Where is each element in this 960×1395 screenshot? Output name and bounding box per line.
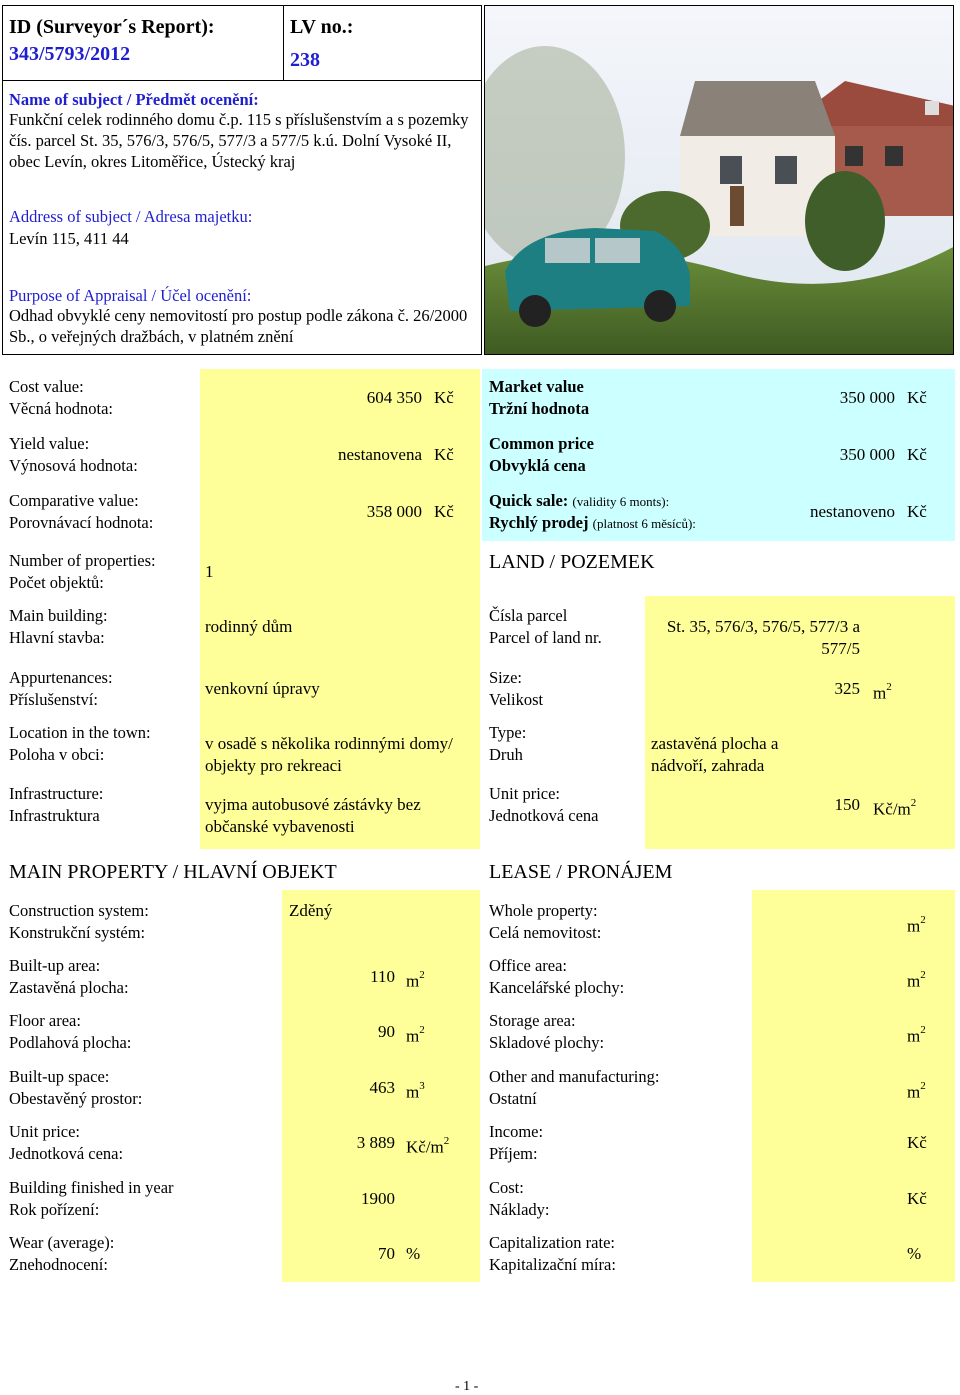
infrastructure-label-cz: Infrastruktura — [9, 806, 100, 825]
comparative-currency: Kč — [434, 502, 454, 521]
main-property-unit: Kč/m — [406, 1137, 444, 1157]
common-label-en: Common price — [489, 434, 594, 453]
infrastructure-label-en: Infrastructure: — [9, 784, 104, 803]
yield-value: nestanovena — [337, 445, 422, 464]
property-photo — [484, 5, 954, 355]
common-label-cz: Obvyklá cena — [489, 456, 586, 475]
main-property-unit: m — [406, 971, 420, 991]
main-property-value: 70 — [378, 1244, 395, 1263]
count-label-en: Number of properties: — [9, 551, 156, 570]
infrastructure-value: vyjma autobusové zástávky bez občanské vybavenosti — [205, 795, 421, 836]
quick-label-cz: Rychlý prodej — [489, 513, 589, 532]
cost-label-cz: Věcná hodnota: — [9, 399, 114, 418]
main-property-unit-sup: 2 — [419, 1024, 425, 1036]
appurtenances-label-cz: Příslušenství: — [9, 690, 98, 709]
lease-label-en: Other and manufacturing: — [489, 1067, 660, 1086]
quick-label-en: Quick sale: — [489, 491, 569, 510]
lease-unit: m — [907, 971, 921, 991]
main-property-label-en: Floor area: — [9, 1011, 81, 1030]
lease-unit-sup: 2 — [920, 914, 926, 926]
main-property-unit-sup: 3 — [419, 1080, 425, 1092]
lease-label-en: Income: — [489, 1122, 544, 1141]
common-currency: Kč — [907, 445, 927, 464]
purpose-label: Purpose of Appraisal / Účel ocenění: — [9, 286, 252, 305]
main-property-label-en: Unit price: — [9, 1122, 81, 1141]
yield-label-cz: Výnosová hodnota: — [9, 456, 138, 475]
main-property-value: 3 889 — [356, 1133, 395, 1152]
size-label-cz: Velikost — [489, 690, 544, 709]
main-building-label-cz: Hlavní stavba: — [9, 628, 105, 647]
lv-value: 238 — [290, 49, 320, 71]
main-property-unit-sup: 2 — [443, 1135, 450, 1147]
lease-unit: % — [907, 1244, 922, 1263]
unit-price-sup: 2 — [910, 797, 917, 809]
quick-currency: Kč — [907, 502, 927, 521]
main-property-value: 1900 — [361, 1189, 395, 1208]
location-label-en: Location in the town: — [9, 723, 151, 742]
quick-validity-en: (validity 6 monts): — [572, 494, 670, 509]
parcel-label-cz: Čísla parcel — [489, 606, 568, 625]
appurtenances-label-en: Appurtenances: — [9, 668, 113, 687]
size-unit: m — [873, 683, 887, 703]
cost-currency: Kč — [434, 388, 454, 407]
common-value: 350 000 — [839, 445, 895, 464]
yield-currency: Kč — [434, 445, 454, 464]
main-property-heading: MAIN PROPERTY / HLAVNÍ OBJEKT — [9, 861, 337, 883]
lease-unit-sup: 2 — [920, 1080, 926, 1092]
main-property-label-cz: Znehodnocení: — [9, 1255, 108, 1274]
type-label-en: Type: — [489, 723, 527, 742]
main-building-value: rodinný dům — [205, 617, 293, 636]
main-property-label-cz: Konstrukční systém: — [9, 923, 146, 942]
cost-label-en: Cost value: — [9, 377, 84, 396]
parcel-label-en: Parcel of land nr. — [489, 628, 602, 647]
comparative-label-cz: Porovnávací hodnota: — [9, 513, 154, 532]
main-property-label-en: Building finished in year — [9, 1178, 174, 1197]
lease-label-cz: Kapitalizační míra: — [489, 1255, 616, 1274]
quick-value: nestanoveno — [810, 502, 895, 521]
lease-unit-sup: 2 — [920, 969, 926, 981]
lease-unit: m — [907, 1026, 921, 1046]
cost-value: 604 350 — [366, 388, 422, 407]
main-property-label-cz: Zastavěná plocha: — [9, 978, 129, 997]
parcel-value: St. 35, 576/3, 576/5, 577/3 a 577/5 — [666, 617, 860, 658]
lease-label-en: Whole property: — [489, 901, 598, 920]
market-label-en: Market value — [489, 377, 584, 396]
lv-label: LV no.: — [290, 16, 354, 38]
main-property-label-en: Wear (average): — [9, 1233, 115, 1252]
lease-unit: m — [907, 1082, 921, 1102]
type-value: zastavěná plocha a nádvoří, zahrada — [651, 734, 779, 775]
lease-unit: Kč — [907, 1189, 927, 1208]
unit-price-label-en: Unit price: — [489, 784, 561, 803]
market-label-cz: Tržní hodnota — [489, 399, 590, 418]
main-property-value: 90 — [378, 1022, 395, 1041]
header-divider-h — [2, 80, 482, 81]
main-property-value: 463 — [369, 1078, 395, 1097]
size-unit-sup: 2 — [886, 681, 892, 693]
lease-heading: LEASE / PRONÁJEM — [489, 861, 673, 883]
unit-price-label-cz: Jednotková cena — [489, 806, 599, 825]
main-property-unit-sup: 2 — [419, 969, 425, 981]
main-property-label-cz: Rok pořízení: — [9, 1200, 100, 1219]
market-currency: Kč — [907, 388, 927, 407]
lease-label-cz: Celá nemovitost: — [489, 923, 602, 942]
land-heading: LAND / POZEMEK — [489, 551, 655, 573]
main-property-label-en: Construction system: — [9, 901, 149, 920]
count-label-cz: Počet objektů: — [9, 573, 104, 592]
address-label: Address of subject / Adresa majetku: — [9, 207, 253, 226]
address-text: Levín 115, 411 44 — [9, 229, 129, 248]
subject-name-text: Funkční celek rodinného domu č.p. 115 s příslušenstvím a s pozemky čís. parcel St. 35, 576/3, 576/5, 577/3 a 577/5 k.ú. Dolní Vysoké II, obec Levín, okres Litoměřice, Ústecký kraj — [9, 110, 469, 171]
quick-validity-cz: (platnost 6 měsíců): — [592, 516, 696, 531]
comparative-label-en: Comparative value: — [9, 491, 139, 510]
report-id-value: 343/5793/2012 — [9, 43, 131, 65]
report-id-label: ID (Surveyor´s Report): — [9, 16, 215, 38]
type-label-cz: Druh — [489, 745, 523, 764]
location-label-cz: Poloha v obci: — [9, 745, 105, 764]
lease-label-en: Storage area: — [489, 1011, 576, 1030]
main-building-label-en: Main building: — [9, 606, 108, 625]
count-value: 1 — [205, 562, 214, 581]
yield-label-en: Yield value: — [9, 434, 90, 453]
lease-label-cz: Náklady: — [489, 1200, 550, 1219]
lease-label-cz: Příjem: — [489, 1144, 538, 1163]
size-value: 325 — [834, 679, 860, 698]
lease-label-cz: Skladové plochy: — [489, 1033, 605, 1052]
values-yellow-bg — [200, 369, 480, 849]
page-number: - 1 - — [455, 1379, 479, 1394]
main-property-label-cz: Jednotková cena: — [9, 1144, 124, 1163]
appurtenances-value: venkovní úpravy — [205, 679, 320, 698]
purpose-text: Odhad obvyklé ceny nemovitostí pro postup podle zákona č. 26/2000 Sb., o veřejných dražbách, v platném znění — [9, 306, 468, 346]
lease-label-en: Capitalization rate: — [489, 1233, 615, 1252]
subject-name-label: Name of subject / Předmět ocenění: — [9, 90, 259, 109]
location-value: v osadě s několika rodinnými domy/ objekty pro rekreaci — [205, 734, 453, 775]
lease-label-en: Cost: — [489, 1178, 524, 1197]
main-property-label-cz: Podlahová plocha: — [9, 1033, 132, 1052]
main-property-label-en: Built-up area: — [9, 956, 101, 975]
lease-unit: m — [907, 916, 921, 936]
comparative-value: 358 000 — [366, 502, 422, 521]
size-label-en: Size: — [489, 668, 522, 687]
main-property-label-cz: Obestavěný prostor: — [9, 1089, 143, 1108]
main-property-label-en: Built-up space: — [9, 1067, 110, 1086]
main-property-unit: m — [406, 1026, 420, 1046]
main-property-value: 110 — [370, 967, 395, 986]
header-divider-v — [283, 5, 284, 81]
market-value: 350 000 — [839, 388, 895, 407]
lease-label-cz: Ostatní — [489, 1089, 537, 1108]
unit-price-unit: Kč/m — [873, 799, 911, 819]
lease-label-en: Office area: — [489, 956, 568, 975]
main-property-unit: % — [406, 1244, 421, 1263]
lease-unit-sup: 2 — [920, 1024, 926, 1036]
lease-unit: Kč — [907, 1133, 927, 1152]
main-property-unit: m — [406, 1082, 420, 1102]
main-property-value: Zděný — [289, 901, 333, 920]
unit-price-value: 150 — [834, 795, 860, 814]
lease-label-cz: Kancelářské plochy: — [489, 978, 625, 997]
